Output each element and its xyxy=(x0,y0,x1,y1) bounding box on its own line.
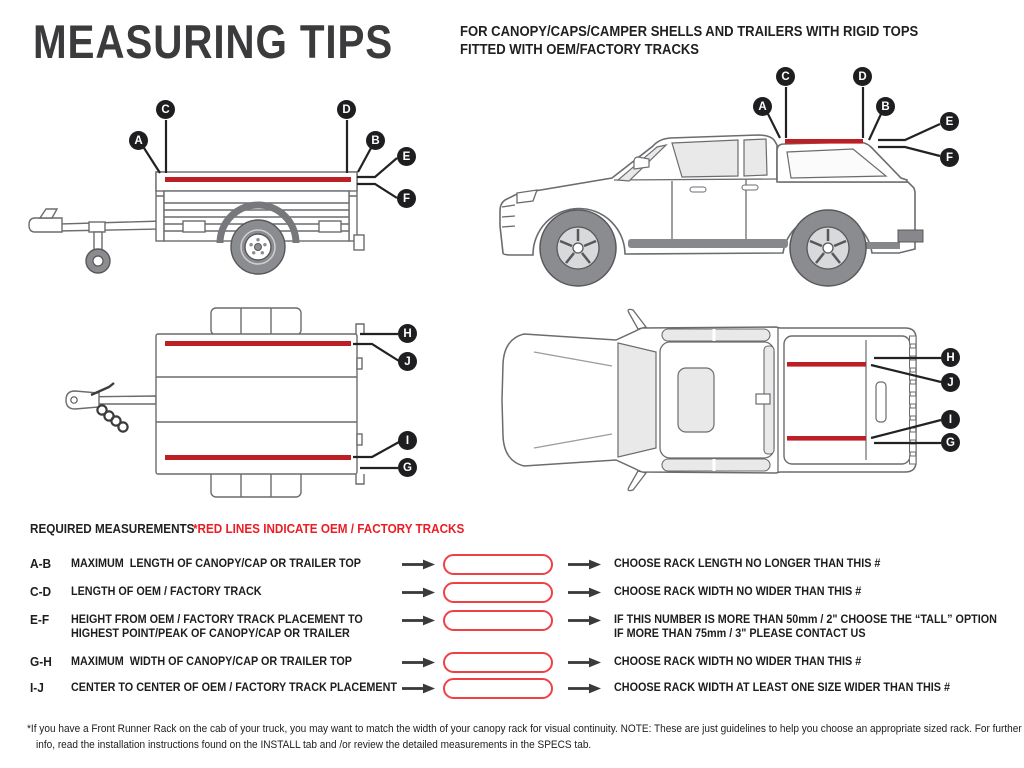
callout-badge-h: H xyxy=(398,324,417,343)
arrow-right-icon xyxy=(568,657,601,668)
callout-badge-e: E xyxy=(940,112,959,131)
callout-badge-g: G xyxy=(398,458,417,477)
callout-badge-d: D xyxy=(337,100,356,119)
callout-badge-g: G xyxy=(941,433,960,452)
callout-badge-h: H xyxy=(941,348,960,367)
side-mirror xyxy=(628,309,646,329)
measurement-guidance: CHOOSE RACK WIDTH NO WIDER THAN THIS # xyxy=(614,654,862,668)
hitch-coupler xyxy=(71,397,77,403)
measurement-blank-field xyxy=(443,652,553,673)
callout-badge-i: I xyxy=(398,431,417,450)
measurement-guidance: CHOOSE RACK WIDTH AT LEAST ONE SIZE WIDER THAN THIS # xyxy=(614,680,951,694)
side-mirror xyxy=(634,157,649,169)
measurement-code: I-J xyxy=(30,681,44,695)
arrow-right-icon xyxy=(568,683,601,694)
tailgate-hatching xyxy=(910,336,917,464)
side-glass xyxy=(662,459,770,471)
callout-badge-i: I xyxy=(941,410,960,429)
arrow-right-icon xyxy=(402,657,435,668)
callout-badge-j: J xyxy=(398,352,417,371)
callout-badge-c: C xyxy=(156,100,175,119)
callout-badge-j: J xyxy=(941,373,960,392)
callout-badge-f: F xyxy=(940,148,959,167)
callout-badge-d: D xyxy=(853,67,872,86)
measurement-guidance: CHOOSE RACK LENGTH NO LONGER THAN THIS # xyxy=(614,556,881,570)
oem-track-line xyxy=(165,341,351,346)
callout-leader-lines xyxy=(353,334,399,468)
footnote: *If you have a Front Runner Rack on the cab of your truck, you may want to match the width of your canopy rack for visual continuity. NOTE: These are just guidelines to help you choose an appropriate sized rack. For further info, read the installation instructions found on the INSTALL tab and /or review the detailed measurements in the SPECS tab. xyxy=(27,723,1022,751)
required-measurements-heading: REQUIRED MEASUREMENTS xyxy=(30,521,195,536)
side-mirror xyxy=(628,471,646,491)
measurement-description: LENGTH OF OEM / FACTORY TRACK xyxy=(71,584,262,598)
front-wheel xyxy=(540,210,616,286)
arrow-right-icon xyxy=(402,559,435,570)
side-glass xyxy=(662,329,770,341)
measurement-blank-field xyxy=(443,610,553,631)
arrow-right-icon xyxy=(568,615,601,626)
trailer-top-view-drawing xyxy=(25,300,445,505)
running-board xyxy=(628,239,788,248)
subtitle-line-2: FITTED WITH OEM/FACTORY TRACKS xyxy=(460,41,700,58)
oem-track-line xyxy=(787,362,866,367)
subtitle-line-1: FOR CANOPY/CAPS/CAMPER SHELLS AND TRAILERS WITH RIGID TOPS xyxy=(460,24,919,40)
measurement-code: C-D xyxy=(30,585,52,599)
rear-door-window xyxy=(744,139,767,176)
oem-track-line xyxy=(787,436,866,441)
canopy-rear-window xyxy=(876,382,886,422)
callout-badge-a: A xyxy=(753,97,772,116)
door-handle xyxy=(742,185,758,190)
callout-badge-b: B xyxy=(366,131,385,150)
measurement-description: MAXIMUM LENGTH OF CANOPY/CAP OR TRAILER TOP xyxy=(71,556,362,570)
arrow-right-icon xyxy=(402,587,435,598)
arrow-right-icon xyxy=(402,615,435,626)
windshield xyxy=(618,343,656,457)
measurement-row-ij xyxy=(0,678,1024,699)
measurement-description: CENTER TO CENTER OF OEM / FACTORY TRACK PLACEMENT xyxy=(71,680,398,694)
measurement-description: HEIGHT FROM OEM / FACTORY TRACK PLACEMENT TO HIGHEST POINT/PEAK OF CANOPY/CAP OR TRAILER xyxy=(71,612,363,640)
measurement-guidance: CHOOSE RACK WIDTH NO WIDER THAN THIS # xyxy=(614,584,862,598)
callout-badge-a: A xyxy=(129,131,148,150)
measurement-guidance: IF THIS NUMBER IS MORE THAN 50mm / 2" CHOOSE THE “TALL” OPTION IF MORE THAN 75mm / 3" PLEASE CONTACT US xyxy=(614,612,997,640)
callout-badge-b: B xyxy=(876,97,895,116)
measurement-row-ab xyxy=(0,554,1024,575)
page-subtitle xyxy=(460,24,918,59)
callout-badge-c: C xyxy=(776,67,795,86)
measurement-code: G-H xyxy=(30,655,52,669)
safety-cable-coil xyxy=(97,405,127,431)
door-window xyxy=(672,140,738,177)
arrow-right-icon xyxy=(568,587,601,598)
oem-track-line xyxy=(785,139,863,144)
measurement-row-cd xyxy=(0,582,1024,603)
callout-badge-e: E xyxy=(397,147,416,166)
measurement-code: A-B xyxy=(30,557,52,571)
measurement-row-gh xyxy=(0,652,1024,673)
measurement-code: E-F xyxy=(30,613,50,627)
canopy-roof xyxy=(784,336,910,464)
jockey-crank xyxy=(91,383,114,395)
rear-wheel xyxy=(790,210,866,286)
truck-side-view-drawing xyxy=(490,60,1015,300)
rear-bumper xyxy=(898,230,923,242)
measurement-description: MAXIMUM WIDTH OF CANOPY/CAP OR TRAILER TOP xyxy=(71,654,353,668)
arrow-right-icon xyxy=(568,559,601,570)
page-title: MEASURING TIPS xyxy=(33,15,394,68)
measurement-blank-field xyxy=(443,554,553,575)
measurement-blank-field xyxy=(443,678,553,699)
oem-track-line xyxy=(165,455,351,460)
sunroof xyxy=(678,368,714,432)
red-lines-note: *RED LINES INDICATE OEM / FACTORY TRACKS xyxy=(193,521,465,536)
callout-badge-f: F xyxy=(397,189,416,208)
door-handle xyxy=(690,187,706,192)
arrow-right-icon xyxy=(402,683,435,694)
measurement-blank-field xyxy=(443,582,553,603)
oem-track-line xyxy=(165,177,351,182)
measurement-row-ef xyxy=(0,610,1024,640)
truck-top-view-drawing xyxy=(490,300,1015,510)
trailer-side-view-drawing xyxy=(25,95,445,295)
